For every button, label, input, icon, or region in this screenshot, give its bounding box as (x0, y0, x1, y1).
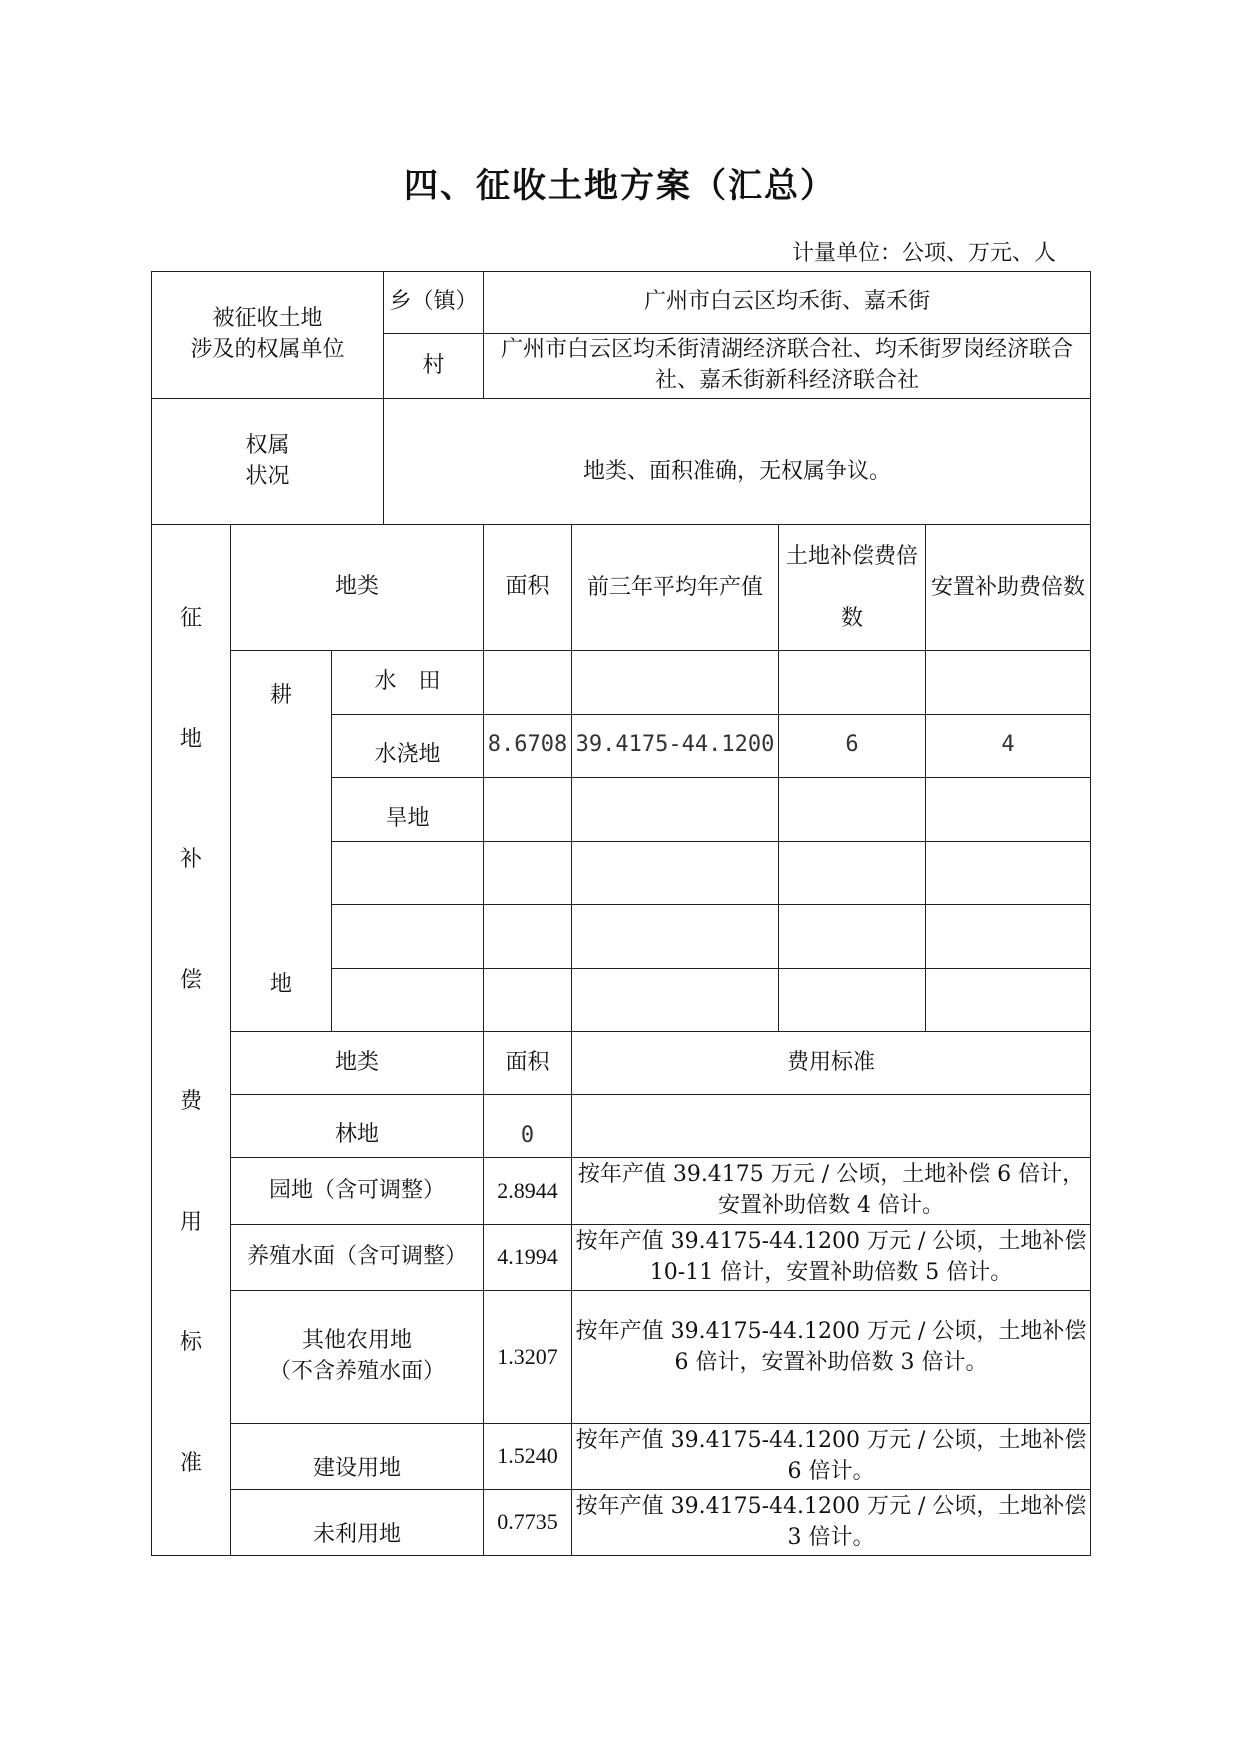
owner-label-line2: 涉及的权属单位 (190, 337, 345, 362)
other-row-name: 林地 (231, 1095, 484, 1158)
arable-group-char: 耕 (269, 683, 292, 708)
rights-label-line1: 权属 (245, 432, 290, 458)
side-char: 补 (179, 847, 202, 873)
arable-header-area: 面积 (484, 525, 572, 651)
arable-row-resettle (926, 968, 1091, 1032)
land-expropriation-table (151, 271, 1091, 1556)
other-row-standard: 按年产值 39.4175-44.1200 万元 / 公顷，土地补偿 10-11 倍计，安置补助倍数 5 倍计。 (572, 1225, 1091, 1291)
village-label: 村 (384, 334, 484, 399)
other-header-land-type: 地类 (231, 1032, 484, 1095)
other-row-area: 1.3207 (484, 1291, 572, 1424)
rights-label-cell (152, 399, 384, 525)
arable-row-name: 旱地 (332, 778, 484, 842)
other-row-standard: 按年产值 39.4175-44.1200 万元 / 公顷，土地补偿 6 倍计，安置补助倍数 3 倍计。 (572, 1291, 1091, 1424)
arable-row-comp (779, 968, 926, 1032)
arable-row-area (484, 841, 572, 905)
arable-row-comp (779, 651, 926, 715)
other-row-standard: 按年产值 39.4175 万元 / 公顷，土地补偿 6 倍计，安置补助倍数 4 倍计。 (572, 1158, 1091, 1225)
arable-row-output (572, 905, 779, 969)
rights-value: 地类、面积准确，无权属争议。 (384, 399, 1091, 525)
other-header-area: 面积 (484, 1032, 572, 1095)
side-char: 用 (179, 1209, 202, 1235)
arable-row-name (332, 968, 484, 1032)
arable-row-comp (779, 841, 926, 905)
owner-label-line1: 被征收土地 (212, 306, 323, 332)
other-row-name: 未利用地 (231, 1490, 484, 1556)
side-char: 征 (179, 606, 202, 631)
other-row-area: 0 (484, 1095, 572, 1158)
side-char: 准 (179, 1451, 202, 1477)
other-row-standard: 按年产值 39.4175-44.1200 万元 / 公顷，土地补偿 3 倍计。 (572, 1490, 1091, 1556)
side-char: 地 (179, 726, 202, 752)
arable-header-land-type: 地类 (231, 525, 484, 651)
arable-row-comp (779, 778, 926, 842)
side-char: 偿 (179, 968, 202, 994)
arable-row-name (332, 841, 484, 905)
arable-row-area (484, 968, 572, 1032)
side-char: 费 (179, 1088, 202, 1114)
side-label (152, 525, 231, 1556)
town-value: 广州市白云区均禾街、嘉禾街 (484, 272, 1091, 334)
arable-row-area (484, 905, 572, 969)
arable-row-name: 水 田 (332, 651, 484, 715)
other-row-name: 其他农用地 （不含养殖水面） (231, 1291, 484, 1424)
arable-row-comp: 6 (779, 714, 926, 778)
town-label: 乡（镇） (384, 272, 484, 334)
arable-group-char: 地 (269, 972, 292, 998)
other-header-standard: 费用标准 (572, 1032, 1091, 1095)
other-row-name: 园地（含可调整） (231, 1158, 484, 1225)
page-title: 四、征收土地方案（汇总） (404, 166, 836, 206)
arable-row-resettle (926, 651, 1091, 715)
other-row-name: 养殖水面（含可调整） (231, 1225, 484, 1291)
arable-row-output (572, 778, 779, 842)
arable-row-comp (779, 905, 926, 969)
arable-row-output (572, 841, 779, 905)
other-row-standard: 按年产值 39.4175-44.1200 万元 / 公顷，土地补偿 6 倍计。 (572, 1424, 1091, 1490)
arable-row-area: 8.6708 (484, 714, 572, 778)
other-row-area: 0.7735 (484, 1490, 572, 1556)
arable-row-name: 水浇地 (332, 714, 484, 778)
arable-row-area (484, 778, 572, 842)
other-row-area: 1.5240 (484, 1424, 572, 1490)
arable-row-output (572, 968, 779, 1032)
arable-row-resettle (926, 778, 1091, 842)
arable-row-resettle: 4 (926, 714, 1091, 778)
other-row-area: 4.1994 (484, 1225, 572, 1291)
other-row-standard (572, 1095, 1091, 1158)
unit-label: 计量单位：公项、万元、人 (791, 241, 1056, 266)
other-row-area: 2.8944 (484, 1158, 572, 1225)
arable-row-resettle (926, 841, 1091, 905)
rights-label-line2: 状况 (245, 463, 290, 489)
arable-header-comp: 土地补偿费倍数 (779, 525, 926, 651)
arable-row-output (572, 651, 779, 715)
arable-header-resettle: 安置补助费倍数 (926, 525, 1091, 651)
side-char: 标 (179, 1330, 202, 1356)
other-row-name: 建设用地 (231, 1424, 484, 1490)
arable-row-output: 39.4175-44.1200 (572, 714, 779, 778)
arable-row-name (332, 905, 484, 969)
arable-row-resettle (926, 905, 1091, 969)
owner-label-cell (152, 272, 384, 399)
arable-header-output: 前三年平均年产值 (572, 525, 779, 651)
village-value: 广州市白云区均禾街清湖经济联合社、均禾街罗岗经济联合社、嘉禾街新科经济联合社 (484, 334, 1091, 399)
arable-row-area (484, 651, 572, 715)
arable-group-label (231, 651, 332, 1032)
